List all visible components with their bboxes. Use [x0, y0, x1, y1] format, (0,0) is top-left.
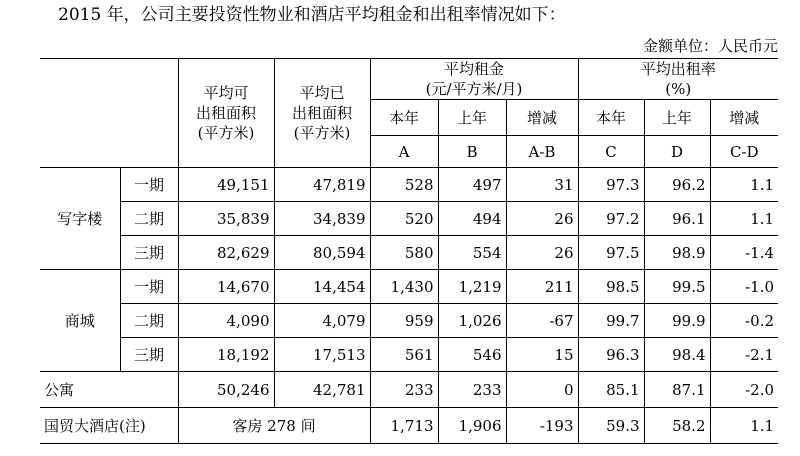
rent-change: 31 [506, 168, 578, 202]
header-rent-change: 增减 [506, 100, 578, 136]
header-occ-last-year: 上年 [644, 100, 710, 136]
rent-change: 26 [506, 236, 578, 270]
header-avg-leasable-area: 平均可 出租面积 (平方米) [178, 59, 274, 168]
rent-this-year: 1,713 [370, 408, 438, 444]
occ-last-year: 98.9 [644, 236, 710, 270]
occ-change: -2.1 [710, 338, 778, 372]
leased-area: 47,819 [274, 168, 370, 202]
header-avg-leased-area: 平均已 出租面积 (平方米) [274, 59, 370, 168]
rent-this-year: 1,430 [370, 270, 438, 304]
rent-occupancy-table [40, 58, 778, 444]
leasable-area: 50,246 [178, 372, 274, 408]
group-label-mall: 商城 [40, 270, 120, 372]
leasable-area: 82,629 [178, 236, 274, 270]
currency-unit-note: 金额单位：人民币元 [642, 37, 778, 55]
occ-change: -2.0 [710, 372, 778, 408]
occ-change: -1.4 [710, 236, 778, 270]
leasable-area: 18,192 [178, 338, 274, 372]
header-code-d: D [644, 136, 710, 168]
occ-this-year: 97.3 [578, 168, 644, 202]
group-label-hotel: 国贸大酒店(注) [40, 408, 178, 444]
rent-change: -67 [506, 304, 578, 338]
occ-this-year: 97.2 [578, 202, 644, 236]
occ-change: 1.1 [710, 168, 778, 202]
phase-label: 二期 [120, 304, 178, 338]
leased-area: 42,781 [274, 372, 370, 408]
occ-this-year: 59.3 [578, 408, 644, 444]
rent-last-year: 554 [438, 236, 506, 270]
leased-area: 80,594 [274, 236, 370, 270]
leasable-area: 35,839 [178, 202, 274, 236]
rent-change: -193 [506, 408, 578, 444]
header-code-cd: C-D [710, 136, 778, 168]
rent-this-year: 233 [370, 372, 438, 408]
header-rent-this-year: 本年 [370, 100, 438, 136]
occ-this-year: 99.7 [578, 304, 644, 338]
intro-text: 2015 年，公司主要投资性物业和酒店平均租金和出租率情况如下： [58, 5, 566, 25]
table-row [40, 202, 778, 236]
rent-last-year: 546 [438, 338, 506, 372]
phase-label: 一期 [120, 168, 178, 202]
group-label-apartment: 公寓 [40, 372, 178, 408]
leasable-area: 49,151 [178, 168, 274, 202]
table-row [40, 338, 778, 372]
occ-this-year: 96.3 [578, 338, 644, 372]
header-avg-occupancy: 平均出租率 (%) [578, 59, 778, 100]
occ-change: 1.1 [710, 408, 778, 444]
header-rent-last-year: 上年 [438, 100, 506, 136]
table-row [40, 270, 778, 304]
occ-this-year: 85.1 [578, 372, 644, 408]
phase-label: 二期 [120, 202, 178, 236]
rent-this-year: 528 [370, 168, 438, 202]
occ-last-year: 96.2 [644, 168, 710, 202]
rent-last-year: 494 [438, 202, 506, 236]
rent-last-year: 1,026 [438, 304, 506, 338]
header-row-1 [40, 59, 778, 100]
table-row [40, 236, 778, 270]
rent-this-year: 580 [370, 236, 438, 270]
header-avg-rent: 平均租金 (元/平方米/月) [370, 59, 578, 100]
hotel-rooms: 客房 278 间 [178, 408, 370, 444]
occ-change: 1.1 [710, 202, 778, 236]
header-occ-this-year: 本年 [578, 100, 644, 136]
header-blank [40, 59, 178, 168]
leased-area: 17,513 [274, 338, 370, 372]
rent-this-year: 520 [370, 202, 438, 236]
rent-this-year: 959 [370, 304, 438, 338]
table-row [40, 372, 778, 408]
rent-change: 15 [506, 338, 578, 372]
header-occ-change: 增减 [710, 100, 778, 136]
rent-this-year: 561 [370, 338, 438, 372]
leased-area: 34,839 [274, 202, 370, 236]
phase-label: 三期 [120, 338, 178, 372]
rent-change: 0 [506, 372, 578, 408]
leasable-area: 4,090 [178, 304, 274, 338]
leasable-area: 14,670 [178, 270, 274, 304]
header-code-ab: A-B [506, 136, 578, 168]
rent-change: 211 [506, 270, 578, 304]
rent-last-year: 1,219 [438, 270, 506, 304]
occ-change: -0.2 [710, 304, 778, 338]
phase-label: 三期 [120, 236, 178, 270]
table-row [40, 408, 778, 444]
occ-last-year: 98.4 [644, 338, 710, 372]
rent-last-year: 233 [438, 372, 506, 408]
rent-last-year: 1,906 [438, 408, 506, 444]
rent-last-year: 497 [438, 168, 506, 202]
rent-change: 26 [506, 202, 578, 236]
table-row [40, 168, 778, 202]
occ-last-year: 99.5 [644, 270, 710, 304]
occ-last-year: 58.2 [644, 408, 710, 444]
phase-label: 一期 [120, 270, 178, 304]
occ-last-year: 87.1 [644, 372, 710, 408]
group-label-office: 写字楼 [40, 168, 120, 270]
occ-last-year: 99.9 [644, 304, 710, 338]
header-code-a: A [370, 136, 438, 168]
occ-change: -1.0 [710, 270, 778, 304]
occ-last-year: 96.1 [644, 202, 710, 236]
leased-area: 4,079 [274, 304, 370, 338]
occ-this-year: 98.5 [578, 270, 644, 304]
table-row [40, 304, 778, 338]
occ-this-year: 97.5 [578, 236, 644, 270]
leased-area: 14,454 [274, 270, 370, 304]
header-code-b: B [438, 136, 506, 168]
header-code-c: C [578, 136, 644, 168]
